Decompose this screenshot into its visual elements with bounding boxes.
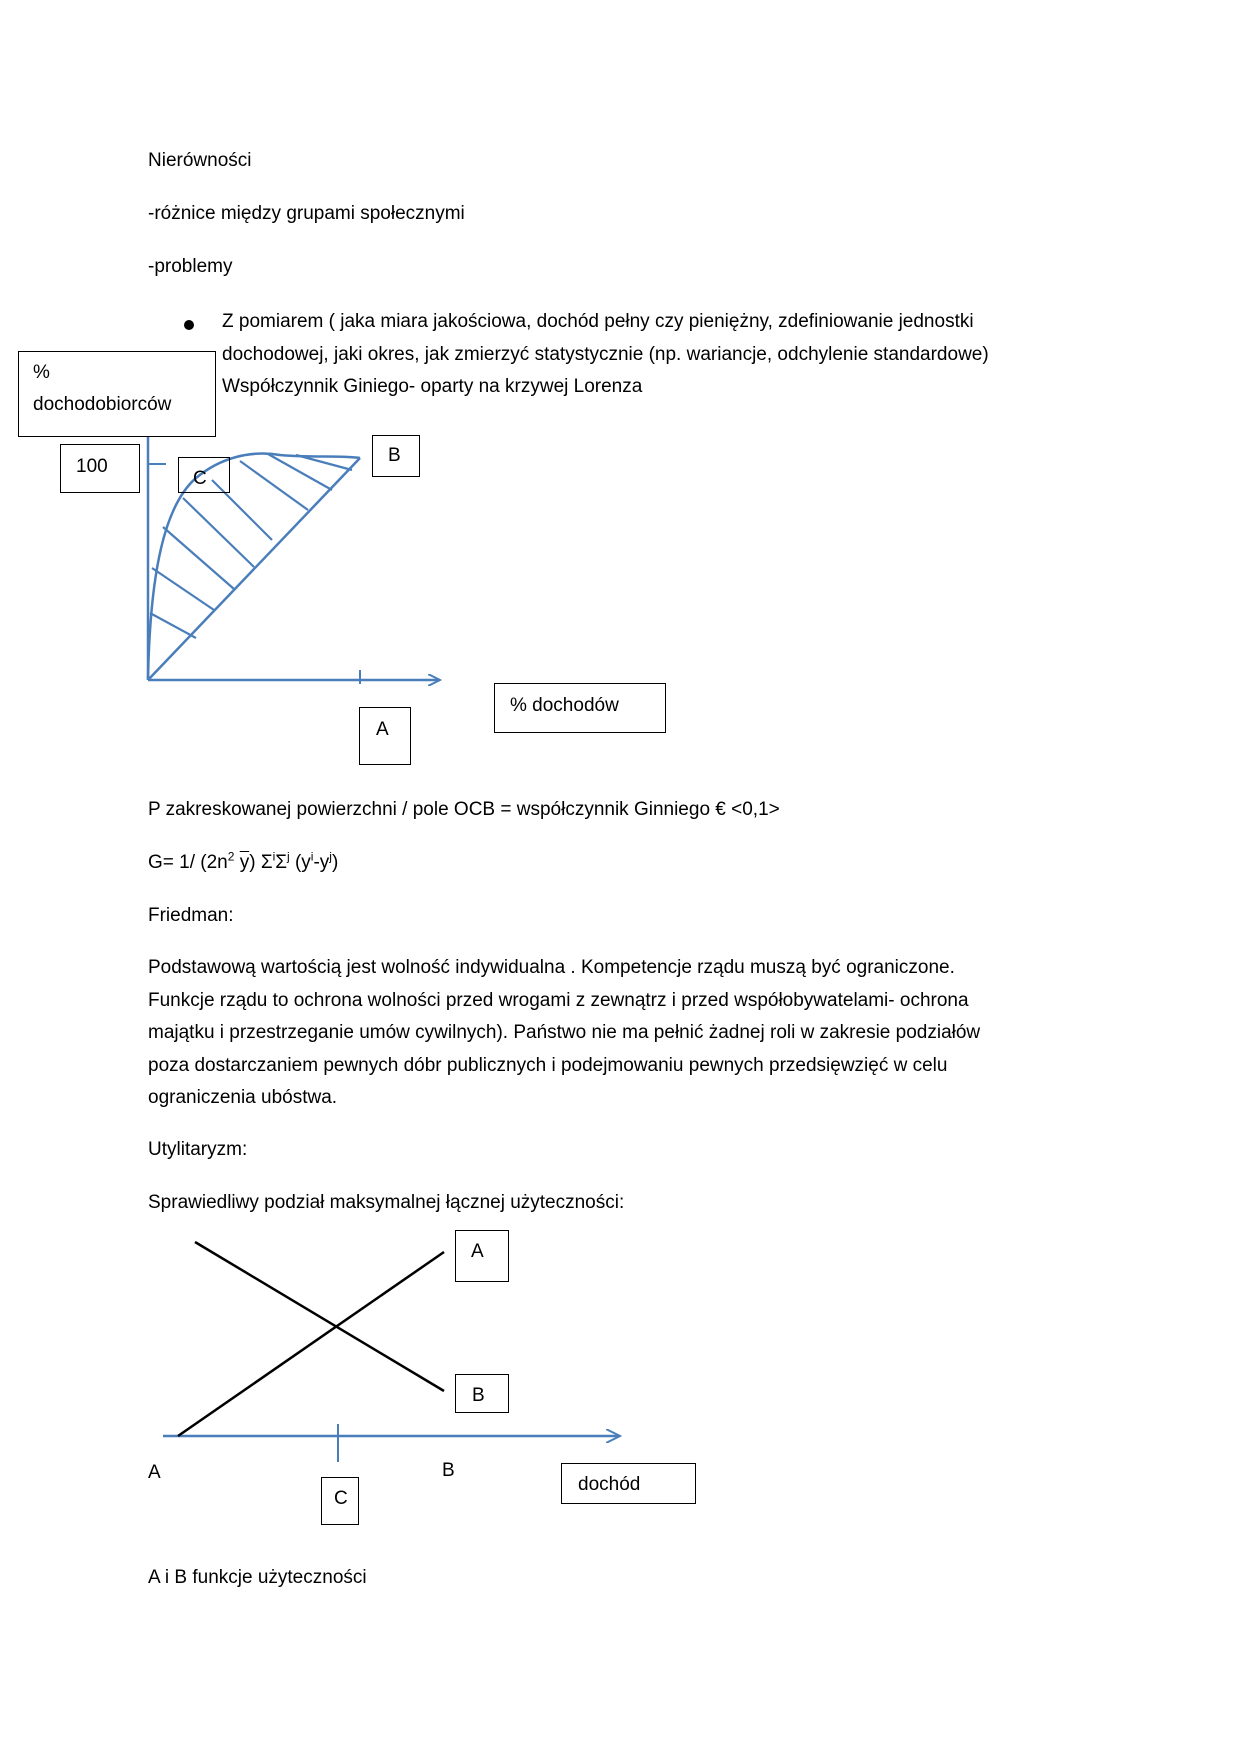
- point-b-label: B: [388, 445, 401, 466]
- point-a-label: A: [376, 719, 389, 740]
- bullet-line: Współczynnik Giniego- oparty na krzywej Lorenza: [222, 376, 643, 397]
- bullet-line: dochodowej, jaki okres, jak zmierzyć statystycznie (np. wariancje, odchylenie standardowe): [222, 343, 989, 365]
- y-axis-label-percent: %: [33, 362, 50, 383]
- paragraph-line: Podstawową wartością jest wolność indywidualna . Kompetencje rządu muszą być ograniczone.: [148, 957, 955, 978]
- gini-formula: G= 1/ ($2n^2$ $\overline{y}$) $\Sigma^i\Sigma^j$ $(y^i-y^j)$: [148, 849, 339, 873]
- utility-axis-label-b: B: [442, 1460, 455, 1481]
- utilitarianism-heading: Utylitaryzm:: [148, 1139, 248, 1160]
- utilitarianism-subheading: Sprawiedliwy podział maksymalnej łącznej użyteczności:: [148, 1192, 625, 1213]
- utility-line-b: [195, 1242, 444, 1391]
- footer-note: A i B funkcje użyteczności: [148, 1567, 367, 1588]
- friedman-heading: Friedman:: [148, 905, 234, 926]
- text-line-problems: -problemy: [148, 256, 233, 277]
- bullet-line: Z pomiarem ( jaka miara jakościowa, dochód pełny czy pieniężny, zdefiniowanie jednostki: [222, 311, 974, 332]
- utility-x-label: dochód: [578, 1474, 641, 1495]
- y-axis-label-text: dochodobiorców: [33, 394, 172, 415]
- utility-x-label-box: [561, 1463, 696, 1504]
- paragraph-line: Funkcje rządu to ochrona wolności przed wrogami z zewnątrz i przed współobywatelami- ochrona: [148, 989, 969, 1011]
- paragraph-line: poza dostarczaniem pewnych dóbr publicznych i podejmowaniu pewnych przedsięwzięć w celu: [148, 1054, 948, 1076]
- utility-a-box-label: A: [471, 1241, 484, 1262]
- utility-a-box: [455, 1230, 509, 1282]
- utility-b-box: [455, 1374, 509, 1413]
- y-value-label: 100: [76, 456, 108, 477]
- utility-line-a: [178, 1252, 444, 1436]
- gini-definition: P zakreskowanej powierzchni / pole OCB = współczynnik Ginniego € <0,1>: [148, 799, 780, 820]
- utility-b-box-label: B: [472, 1385, 485, 1406]
- x-axis-label: % dochodów: [510, 695, 619, 716]
- point-c-label: C: [193, 468, 207, 489]
- page-title: Nierówności: [148, 150, 252, 171]
- utility-c-box-label: C: [334, 1488, 348, 1509]
- text-line-differences: -różnice między grupami społecznymi: [148, 203, 465, 224]
- paragraph-line: majątku i przestrzeganie umów cywilnych). Państwo nie ma pełnić żadnej roli w zakresie podziałów: [148, 1022, 981, 1043]
- paragraph-line: ograniczenia ubóstwa.: [148, 1087, 338, 1108]
- utility-axis-label-a: A: [148, 1462, 161, 1483]
- utility-c-box: [321, 1477, 359, 1525]
